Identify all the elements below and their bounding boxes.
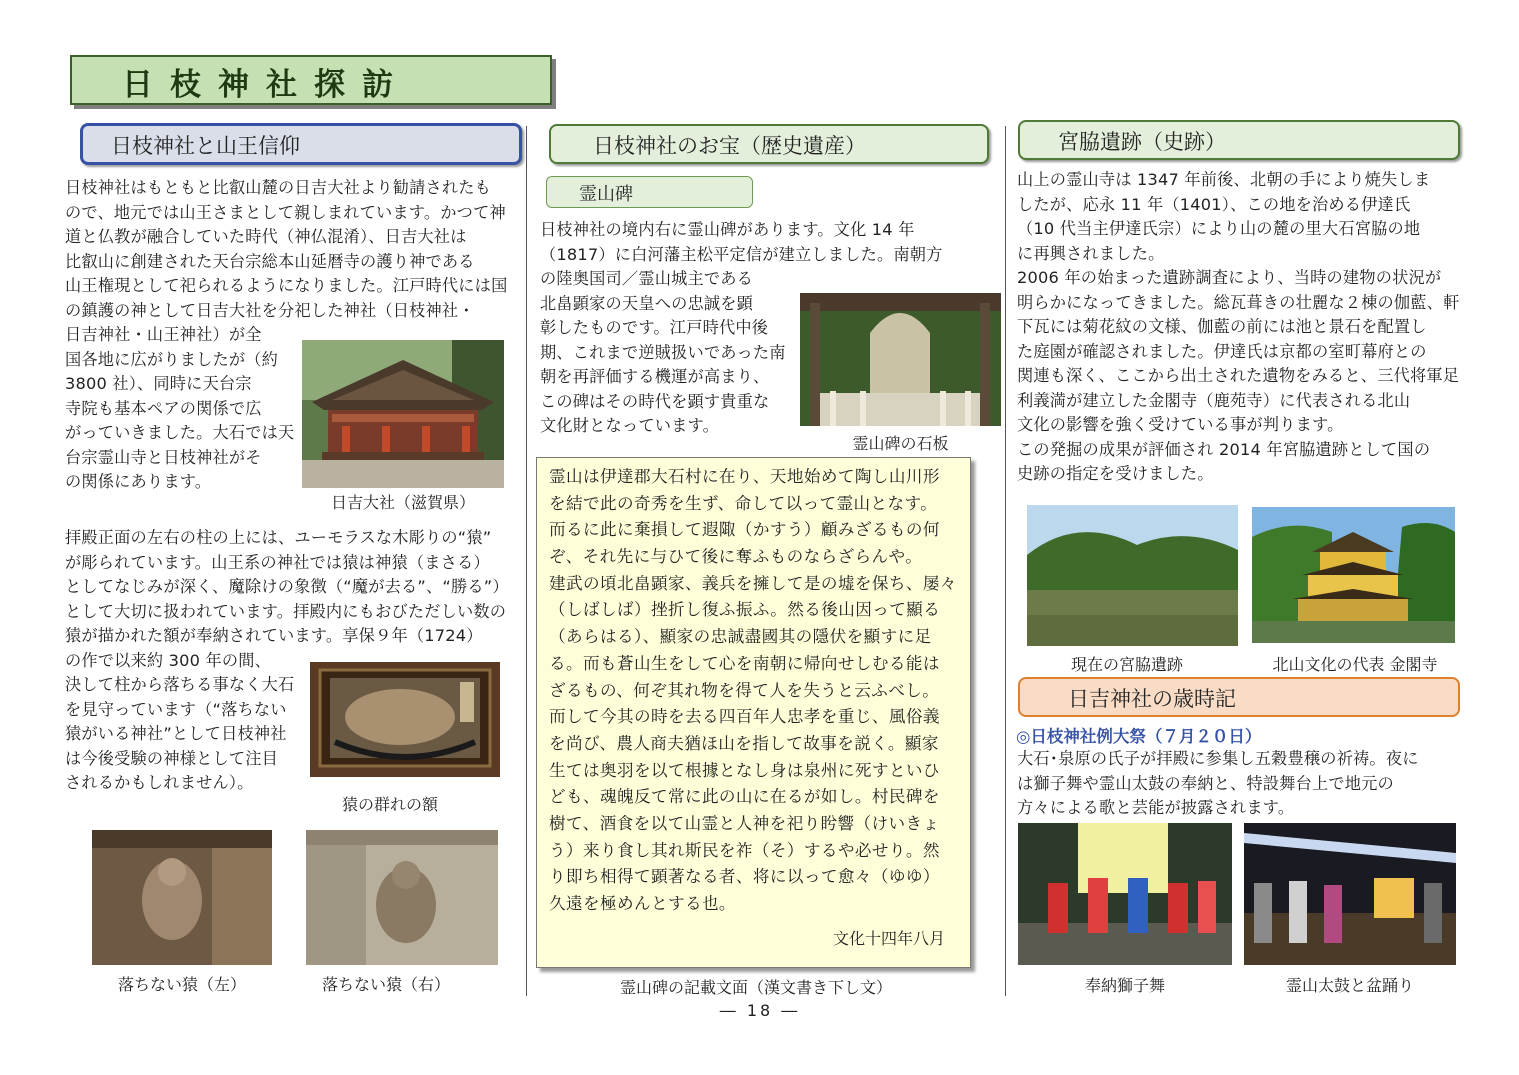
text-line: 霊山は伊達郡大石村に在り、天地始めて陶し山川形 (549, 467, 940, 486)
festival-title: ◎日枝神社例大祭（７月２０日） (1016, 727, 1262, 746)
photo-miyawaki-ruins (1027, 505, 1238, 646)
text-line: 史跡の指定を受けました。 (1017, 464, 1214, 483)
section-heading-miyawaki (1018, 120, 1460, 160)
text-line: 猿が描かれた額が奉納されています。享保９年（1724） (65, 626, 483, 645)
text-line: る。而も蒼山生をして心を南朝に帰向せしむる能は (549, 653, 940, 673)
inscription-box (536, 457, 971, 968)
text-line: として大切に扱われています。拝殿内にもおびただしい数の (65, 601, 507, 621)
text-line: 台宗霊山寺と日枝神社がそ (65, 447, 262, 467)
text-line: は今後受験の神様として注目 (65, 748, 279, 768)
subsection-heading-ryozen-monument (546, 176, 753, 208)
text-line: 日枝神社の境内右に霊山碑があります。文化 14 年 (540, 220, 915, 239)
text-line: を見守っています（“落ちない (65, 699, 287, 719)
section-heading-text: 宮脇遺跡（史跡） (1058, 130, 1226, 154)
text-line: 2006 年の始まった遺跡調査により、当時の建物の状況が (1017, 268, 1442, 287)
text-line: （あらはる）、顯家の忠誠盡國其の隱伏を顯すに足 (549, 627, 932, 647)
inscription-date: 文化十四年八月 (833, 929, 946, 948)
text-line: 而るに此に棄損して遐陬（かすう）顧みざるもの何 (549, 520, 940, 540)
text-line: 北畠顕家の天皇への忠誠を顕 (540, 293, 754, 313)
text-line: 比叡山に創建された天台宗総本山延暦寺の護り神である (65, 251, 475, 271)
text-line: 3800 社）、同時に天台宗 (65, 374, 252, 393)
text-line: （しばしば）挫折し復ふ振ふ。然る後山因って顯る (549, 600, 941, 620)
photo-monkey-right (306, 830, 498, 965)
text-line: ので、地元では山王さまとして親しまれています。かつて神 (65, 202, 506, 222)
page-number: ― 18 ― (719, 1001, 801, 1020)
text-line: を尚び、農人商夫猶ほ山を指して故事を説く。顯家 (549, 733, 939, 753)
text-line: この碑はその時代を顕す貴重な (540, 391, 770, 411)
text-line: （10 代当主伊達氏宗）により山の麓の里大石宮脇の地 (1017, 219, 1421, 238)
section-heading-sanno (80, 123, 522, 165)
photo-shishimai (1018, 823, 1232, 965)
text-line: ざるもの、何ぞ其れ物を得て人を失うと云ふべし。 (549, 680, 940, 700)
col3-paragraph (1017, 168, 1459, 487)
text-line: 文化の影響を強く受けている事が判ります。 (1017, 415, 1344, 434)
text-line: 拝殿正面の左右の柱の上には、ユーモラスな木彫りの“猿” (65, 528, 492, 547)
section-heading-calendar (1018, 677, 1460, 717)
photo-hiyoshi-taisha (302, 340, 504, 488)
text-line: 而して今其の時を去る四百年人忠孝を重じ、風俗義 (549, 707, 940, 727)
text-line: 期、これまで逆賊扱いであった南 (540, 342, 786, 362)
text-line: の作で以来約 300 年の間、 (65, 650, 272, 670)
text-line: 久遠を極めんとする也。 (549, 894, 736, 913)
text-line: がっていきました。大石では天 (65, 423, 295, 442)
photo-monkey-left (92, 830, 272, 965)
photo-ryozen-monument (800, 293, 1001, 426)
section-heading-text: 日枝神社のお宝（歴史遺産） (593, 134, 866, 158)
text-line: 道と仏教が融合していた時代（神仏混淆）、日吉大社は (65, 227, 467, 246)
subsection-heading-text: 霊山碑 (579, 184, 633, 205)
text-line: が彫られています。山王系の神社では猿は神猿（まさる） (65, 552, 490, 572)
text-line: としてなじみが深く、魔除けの象徴（“魔が去る”、“勝る”） (65, 577, 509, 596)
text-line: 寺院も基本ペアの関係で広 (65, 398, 262, 418)
column-divider-right (1005, 126, 1006, 996)
text-line: （1817）に白河藩主松平定信が建立しました。南朝方 (540, 244, 943, 264)
text-line: 朝を再評価する機運が高まり、 (540, 367, 770, 386)
page-title-text: 日枝神社探訪 (122, 67, 410, 103)
text-line: 樹て、酒食を以て山霊と人神を祀り盻響（けいきょ (549, 813, 940, 833)
section-heading-text: 日吉神社の歳時記 (1068, 687, 1236, 711)
text-line: う）来り食し其れ斯民を祚（そ）するや必せり。然 (549, 840, 940, 860)
text-line: 利義満が建立した金閣寺（鹿苑寺）に代表される北山 (1017, 390, 1411, 410)
page-title (70, 55, 552, 105)
photo-monkey-plaque (310, 662, 500, 777)
section-heading-text: 日枝神社と山王信仰 (111, 134, 300, 158)
section-heading-treasure (549, 124, 989, 164)
text-line: り即ち相得て顕著なる者、将に以って愈々（ゆゆ） (549, 867, 940, 887)
festival-description (1017, 747, 1419, 821)
text-line: 国各地に広がりましたが（約 (65, 349, 279, 369)
photo-caption-monument: 霊山碑の石板 (852, 434, 949, 453)
photo-caption-monkey-left: 落ちない猿（左） (117, 975, 246, 994)
photo-caption-shishimai: 奉納獅子舞 (1084, 976, 1165, 995)
text-line: 大石･泉原の氏子が拝殿に参集し五穀豊穣の祈祷。夜に (1017, 749, 1419, 768)
photo-caption-ruins: 現在の宮脇遺跡 (1070, 655, 1183, 674)
text-line: 生ては奥羽を以て根據となし身は泉州に死すといひ (549, 760, 940, 780)
inscription-caption: 霊山碑の記載文面（漢文書き下し文） (619, 978, 892, 997)
text-line: を結で此の奇秀を生ず、命して以って霊山となす。 (549, 493, 938, 513)
text-line: 猿がいる神社”として日枝神社 (65, 724, 287, 743)
text-line: の関係にあります。 (65, 472, 212, 491)
text-line: この発掘の成果が評価され 2014 年宮脇遺跡として国の (1017, 439, 1431, 459)
text-line: 文化財となっています。 (540, 416, 719, 435)
column-divider-left (526, 126, 527, 996)
text-line: 山王権現として祀られるようになりました。江戸時代には国 (65, 276, 508, 295)
photo-kinkakuji (1252, 507, 1455, 643)
text-line: の陸奥国司／霊山城主である (540, 269, 754, 288)
photo-caption-bon-odori: 霊山太鼓と盆踊り (1285, 976, 1414, 995)
text-line: 彰したものです。江戸時代中後 (540, 318, 769, 337)
text-line: に再興されました。 (1017, 243, 1165, 263)
text-line: 関連も深く、ここから出土された遺物をみると、三代将軍足 (1017, 366, 1460, 385)
text-line: 明らかになってきました。総瓦葺きの壮麗な２棟の伽藍、軒 (1017, 292, 1460, 312)
photo-caption-kinkakuji: 北山文化の代表 金閣寺 (1272, 655, 1438, 674)
text-line: の鎮護の神として日吉大社を分祀した神社（日枝神社・ (65, 300, 475, 320)
text-line: 日吉神社・山王神社）が全 (65, 325, 262, 344)
text-line: 下瓦には菊花紋の文様、伽藍の前には池と景石を配置し (1017, 317, 1427, 336)
text-line: 建武の頃北畠顕家、義兵を擁して是の墟を保ち、屡々 (549, 573, 957, 593)
text-line: したが、応永 11 年（1401）、この地を治める伊達氏 (1017, 194, 1411, 214)
inscription-text (549, 464, 957, 918)
text-line: た庭園が確認されました。伊達氏は京都の室町幕府との (1017, 341, 1427, 361)
text-line: 山上の霊山寺は 1347 年前後、北朝の手により焼失しま (1017, 170, 1431, 189)
text-line: ぞ、それ先に与ひて後に奪ふものならざらんや。 (549, 547, 923, 567)
text-line: 決して柱から落ちる事なく大石 (65, 675, 295, 694)
photo-caption-plaque: 猿の群れの額 (341, 795, 438, 814)
text-line: 方々による歌と芸能が披露されます。 (1017, 798, 1295, 817)
photo-caption-hiyoshi: 日吉大社（滋賀県） (330, 493, 475, 512)
text-line: 日枝神社はもともと比叡山麓の日吉大社より勧請されたも (65, 178, 492, 197)
photo-bon-odori (1244, 823, 1456, 965)
photo-caption-monkey-right: 落ちない猿（右） (321, 975, 450, 994)
text-line: されるかもしれません）。 (65, 773, 254, 792)
text-line: は獅子舞や霊山太鼓の奉納と、特設舞台上で地元の (1017, 773, 1394, 793)
text-line: ども、魂魄反て常に此の山に在るが如し。村民碑を (549, 787, 940, 807)
